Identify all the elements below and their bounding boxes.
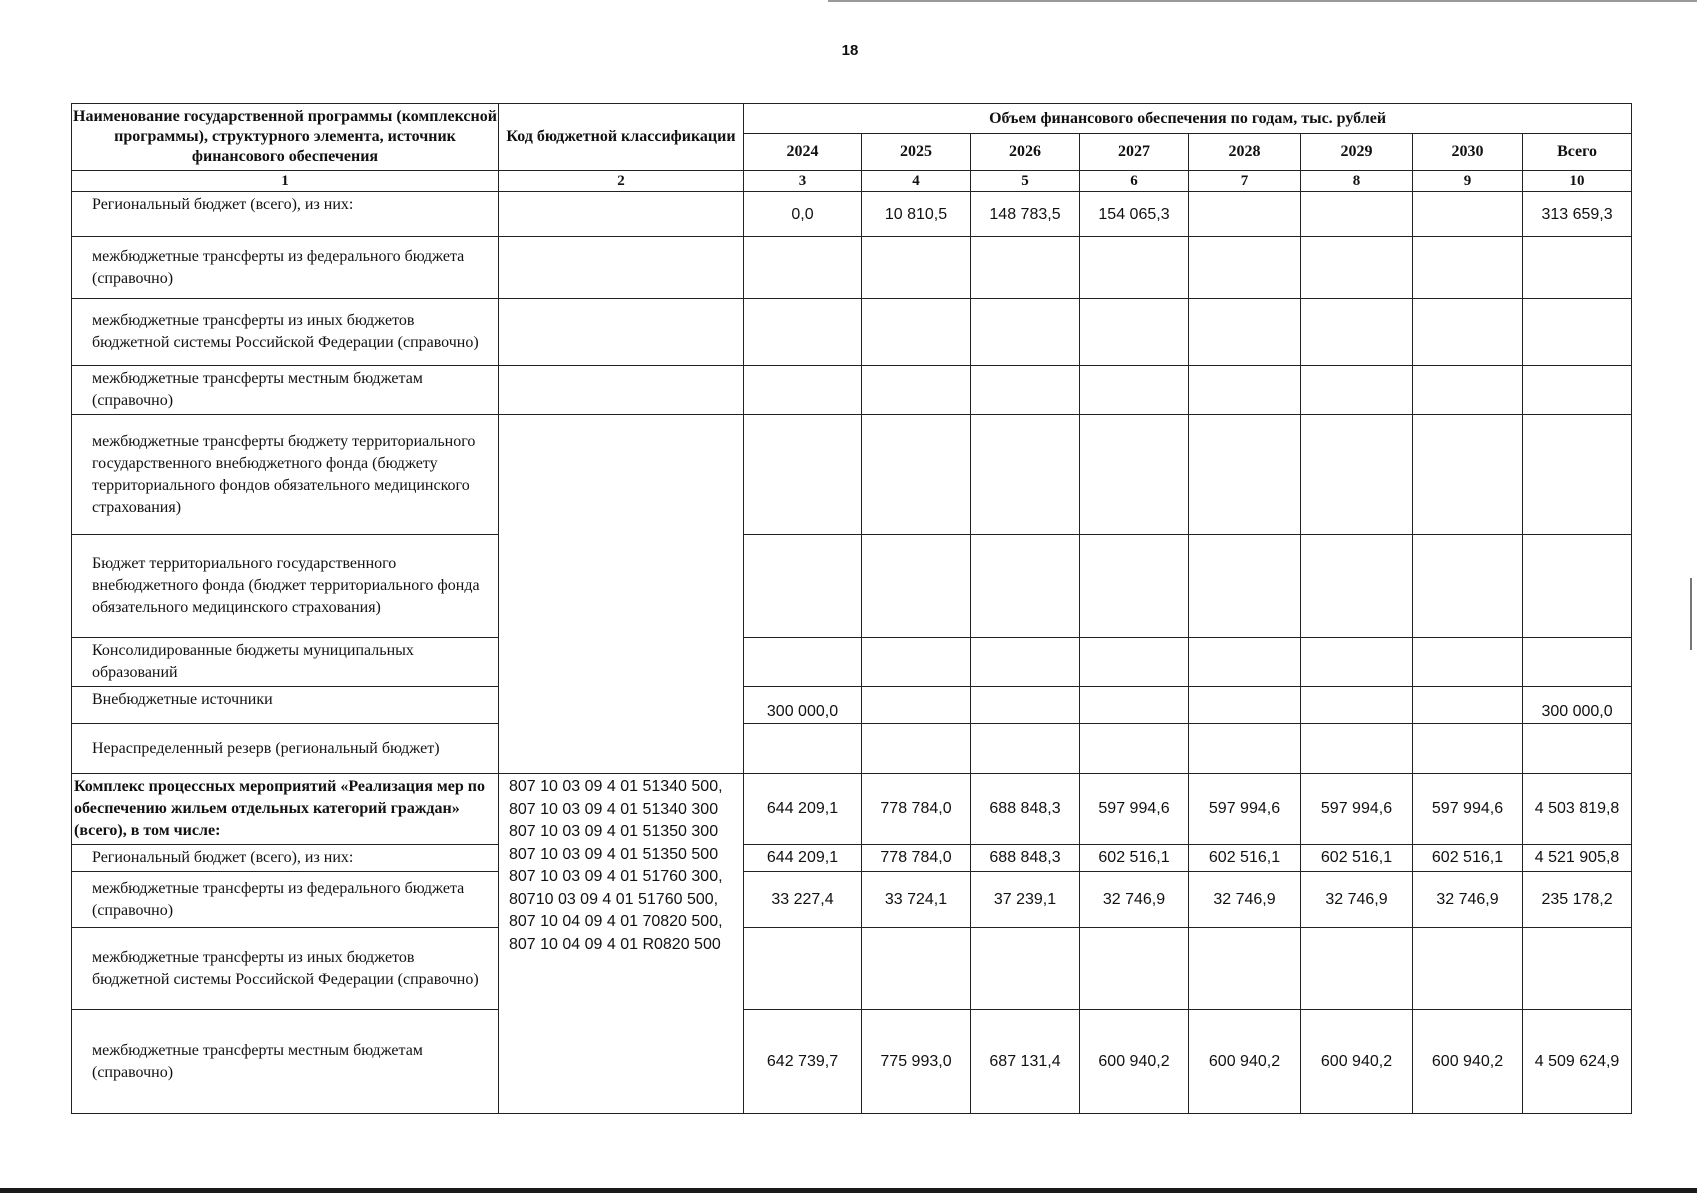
value-cell xyxy=(1523,237,1632,299)
value-cell xyxy=(1301,638,1413,687)
budget-table xyxy=(71,103,1632,1114)
budget-code: 807 10 03 09 4 01 51760 300, xyxy=(509,868,723,885)
value-cell: 687 131,4 xyxy=(971,1010,1080,1114)
value-cell xyxy=(971,687,1080,724)
value-cell xyxy=(1080,415,1189,535)
value-cell xyxy=(1189,638,1301,687)
bottom-rule xyxy=(0,1188,1697,1193)
row-name: Консолидированные бюджеты муниципальных образований xyxy=(72,638,499,687)
header-year-2029: 2029 xyxy=(1301,134,1413,171)
row-name: межбюджетные трансферты из федерального бюджета (справочно) xyxy=(72,872,499,928)
value-cell xyxy=(1189,687,1301,724)
value-cell: 597 994,6 xyxy=(1301,774,1413,845)
value-cell xyxy=(1413,366,1523,415)
page-number: 18 xyxy=(841,42,859,59)
value-cell: 602 516,1 xyxy=(1080,845,1189,872)
value-cell xyxy=(1189,535,1301,638)
value-cell: 688 848,3 xyxy=(971,845,1080,872)
column-number: 9 xyxy=(1413,171,1523,192)
value-cell xyxy=(1301,299,1413,366)
value-cell: 602 516,1 xyxy=(1189,845,1301,872)
value-cell xyxy=(862,535,971,638)
value-cell xyxy=(1301,535,1413,638)
value-cell xyxy=(1080,928,1189,1010)
row-name: межбюджетные трансферты бюджету территориального государственного внебюджетного фонда (бюджету территориального фондов обязательного медицинского страхования) xyxy=(72,415,499,535)
value-cell xyxy=(1189,192,1301,237)
header-year-2028: 2028 xyxy=(1189,134,1301,171)
code-cell-empty xyxy=(499,237,744,299)
table-row xyxy=(72,1010,1632,1114)
value-cell xyxy=(1301,237,1413,299)
budget-code: 807 10 04 09 4 01 70820 500, xyxy=(509,913,723,930)
value-cell xyxy=(744,638,862,687)
value-cell xyxy=(1080,687,1189,724)
column-number: 6 xyxy=(1080,171,1189,192)
value-cell: 4 521 905,8 xyxy=(1523,845,1632,872)
value-cell xyxy=(1301,724,1413,774)
value-cell: 313 659,3 xyxy=(1523,192,1632,237)
value-cell: 300 000,0 xyxy=(1523,687,1632,724)
table-row xyxy=(72,535,1632,638)
value-cell xyxy=(1413,535,1523,638)
value-cell xyxy=(971,415,1080,535)
header-year-2027: 2027 xyxy=(1080,134,1189,171)
value-cell: 597 994,6 xyxy=(1189,774,1301,845)
value-cell: 602 516,1 xyxy=(1301,845,1413,872)
value-cell xyxy=(862,928,971,1010)
value-cell xyxy=(1189,299,1301,366)
budget-code: 80710 03 09 4 01 51760 500, xyxy=(509,890,719,908)
table-row xyxy=(72,237,1632,299)
header-name-column: Наименование государственной программы (комплексной программы), структурного элемента, источник финансового обеспечения xyxy=(72,104,499,171)
right-edge-mark xyxy=(1690,578,1692,650)
header-code-column: Код бюджетной классификации xyxy=(499,104,744,171)
value-cell xyxy=(1523,415,1632,535)
value-cell xyxy=(744,724,862,774)
value-cell xyxy=(971,535,1080,638)
value-cell: 300 000,0 xyxy=(744,687,862,724)
complex-name: Комплекс процессных мероприятий «Реализация мер по обеспечению жильем отдельных категорий граждан» (всего), в том числе: xyxy=(72,774,499,845)
value-cell: 32 746,9 xyxy=(1189,872,1301,928)
value-cell xyxy=(862,366,971,415)
value-cell: 32 746,9 xyxy=(1080,872,1189,928)
value-cell xyxy=(862,237,971,299)
code-cell-empty-merged xyxy=(499,415,744,774)
value-cell: 4 509 624,9 xyxy=(1523,1010,1632,1114)
value-cell xyxy=(1080,724,1189,774)
value-cell xyxy=(1523,928,1632,1010)
value-cell xyxy=(1523,535,1632,638)
value-cell: 32 746,9 xyxy=(1301,872,1413,928)
value-cell xyxy=(744,366,862,415)
code-cell-empty xyxy=(499,299,744,366)
value-cell xyxy=(1189,724,1301,774)
row-name: Региональный бюджет (всего), из них: xyxy=(72,845,499,872)
row-name: межбюджетные трансферты местным бюджетам (справочно) xyxy=(72,366,499,415)
value-cell: 600 940,2 xyxy=(1189,1010,1301,1114)
value-cell xyxy=(971,299,1080,366)
value-cell: 642 739,7 xyxy=(744,1010,862,1114)
table-row-complex xyxy=(72,774,1632,845)
value-cell xyxy=(1413,687,1523,724)
column-number: 4 xyxy=(862,171,971,192)
row-name: межбюджетные трансферты из иных бюджетов бюджетной системы Российской Федерации (справочно) xyxy=(72,299,499,366)
header-total: Всего xyxy=(1523,134,1632,171)
value-cell xyxy=(1189,237,1301,299)
value-cell: 10 810,5 xyxy=(862,192,971,237)
row-name: Нераспределенный резерв (региональный бюджет) xyxy=(72,724,499,774)
value-cell xyxy=(744,237,862,299)
value-cell xyxy=(1523,366,1632,415)
value-cell: 778 784,0 xyxy=(862,774,971,845)
table-row xyxy=(72,192,1632,237)
column-number: 3 xyxy=(744,171,862,192)
value-cell xyxy=(971,724,1080,774)
table-row xyxy=(72,845,1632,872)
value-cell xyxy=(1189,366,1301,415)
table-row xyxy=(72,299,1632,366)
row-name: межбюджетные трансферты местным бюджетам (справочно) xyxy=(72,1010,499,1114)
header-volume-group: Объем финансового обеспечения по годам, тыс. рублей xyxy=(744,104,1632,134)
value-cell xyxy=(1523,638,1632,687)
value-cell xyxy=(1080,366,1189,415)
value-cell xyxy=(1301,687,1413,724)
budget-code: 807 10 03 09 4 01 51350 300 xyxy=(509,823,719,840)
budget-code: 807 10 04 09 4 01 R0820 500 xyxy=(509,935,721,953)
budget-code: 807 10 03 09 4 01 51340 300 xyxy=(509,800,719,818)
header-year-2026: 2026 xyxy=(971,134,1080,171)
value-cell: 644 209,1 xyxy=(744,774,862,845)
value-cell xyxy=(1413,724,1523,774)
value-cell: 154 065,3 xyxy=(1080,192,1189,237)
value-cell xyxy=(971,928,1080,1010)
value-cell: 4 503 819,8 xyxy=(1523,774,1632,845)
value-cell xyxy=(862,724,971,774)
value-cell xyxy=(1080,299,1189,366)
value-cell: 597 994,6 xyxy=(1413,774,1523,845)
value-cell xyxy=(862,299,971,366)
value-cell xyxy=(1080,237,1189,299)
value-cell: 0,0 xyxy=(744,192,862,237)
value-cell xyxy=(1080,535,1189,638)
value-cell xyxy=(1523,724,1632,774)
value-cell xyxy=(862,638,971,687)
value-cell xyxy=(971,237,1080,299)
value-cell: 32 746,9 xyxy=(1413,872,1523,928)
value-cell: 600 940,2 xyxy=(1080,1010,1189,1114)
value-cell: 37 239,1 xyxy=(971,872,1080,928)
table-row xyxy=(72,872,1632,928)
table-row xyxy=(72,366,1632,415)
value-cell: 775 993,0 xyxy=(862,1010,971,1114)
budget-code: 807 10 03 09 4 01 51340 500, xyxy=(509,778,723,795)
value-cell: 597 994,6 xyxy=(1080,774,1189,845)
value-cell xyxy=(862,415,971,535)
value-cell xyxy=(1413,299,1523,366)
value-cell: 644 209,1 xyxy=(744,845,862,872)
value-cell: 235 178,2 xyxy=(1523,872,1632,928)
value-cell xyxy=(1080,638,1189,687)
header-year-2030: 2030 xyxy=(1413,134,1523,171)
value-cell: 600 940,2 xyxy=(1301,1010,1413,1114)
top-rule xyxy=(828,0,1697,2)
column-number: 5 xyxy=(971,171,1080,192)
budget-code-cell xyxy=(499,774,744,1114)
header-year-2024: 2024 xyxy=(744,134,862,171)
value-cell xyxy=(1189,415,1301,535)
table-row xyxy=(72,638,1632,687)
value-cell xyxy=(1523,299,1632,366)
table-row xyxy=(72,415,1632,535)
value-cell xyxy=(1413,192,1523,237)
value-cell xyxy=(1413,928,1523,1010)
value-cell xyxy=(744,928,862,1010)
budget-code: 807 10 03 09 4 01 51350 500 xyxy=(509,845,719,863)
value-cell xyxy=(1301,366,1413,415)
row-name: межбюджетные трансферты из иных бюджетов бюджетной системы Российской Федерации (справочно) xyxy=(72,928,499,1010)
value-cell: 148 783,5 xyxy=(971,192,1080,237)
value-cell xyxy=(1301,192,1413,237)
value-cell xyxy=(1413,237,1523,299)
column-number: 8 xyxy=(1301,171,1413,192)
table-row xyxy=(72,928,1632,1010)
header-row-1 xyxy=(72,104,1632,134)
value-cell xyxy=(1413,415,1523,535)
value-cell: 688 848,3 xyxy=(971,774,1080,845)
value-cell xyxy=(744,535,862,638)
table-row xyxy=(72,687,1632,724)
value-cell: 778 784,0 xyxy=(862,845,971,872)
value-cell xyxy=(1301,928,1413,1010)
value-cell: 33 724,1 xyxy=(862,872,971,928)
value-cell xyxy=(1301,415,1413,535)
code-cell-empty xyxy=(499,366,744,415)
value-cell xyxy=(744,299,862,366)
value-cell xyxy=(1189,928,1301,1010)
column-number: 7 xyxy=(1189,171,1301,192)
value-cell xyxy=(862,687,971,724)
column-number: 10 xyxy=(1523,171,1632,192)
row-name: межбюджетные трансферты из федерального бюджета (справочно) xyxy=(72,237,499,299)
code-cell-empty xyxy=(499,192,744,237)
header-year-2025: 2025 xyxy=(862,134,971,171)
row-name: Внебюджетные источники xyxy=(72,687,499,724)
value-cell: 600 940,2 xyxy=(1413,1010,1523,1114)
row-name: Бюджет территориального государственного внебюджетного фонда (бюджет территориального фонда обязательного медицинского страхования) xyxy=(72,535,499,638)
value-cell: 33 227,4 xyxy=(744,872,862,928)
column-number: 2 xyxy=(499,171,744,192)
value-cell xyxy=(971,366,1080,415)
value-cell xyxy=(1413,638,1523,687)
table-row xyxy=(72,724,1632,774)
row-name: Региональный бюджет (всего), из них: xyxy=(72,192,499,237)
value-cell xyxy=(971,638,1080,687)
value-cell xyxy=(744,415,862,535)
column-number: 1 xyxy=(72,171,499,192)
column-number-row xyxy=(72,171,1632,192)
value-cell: 602 516,1 xyxy=(1413,845,1523,872)
